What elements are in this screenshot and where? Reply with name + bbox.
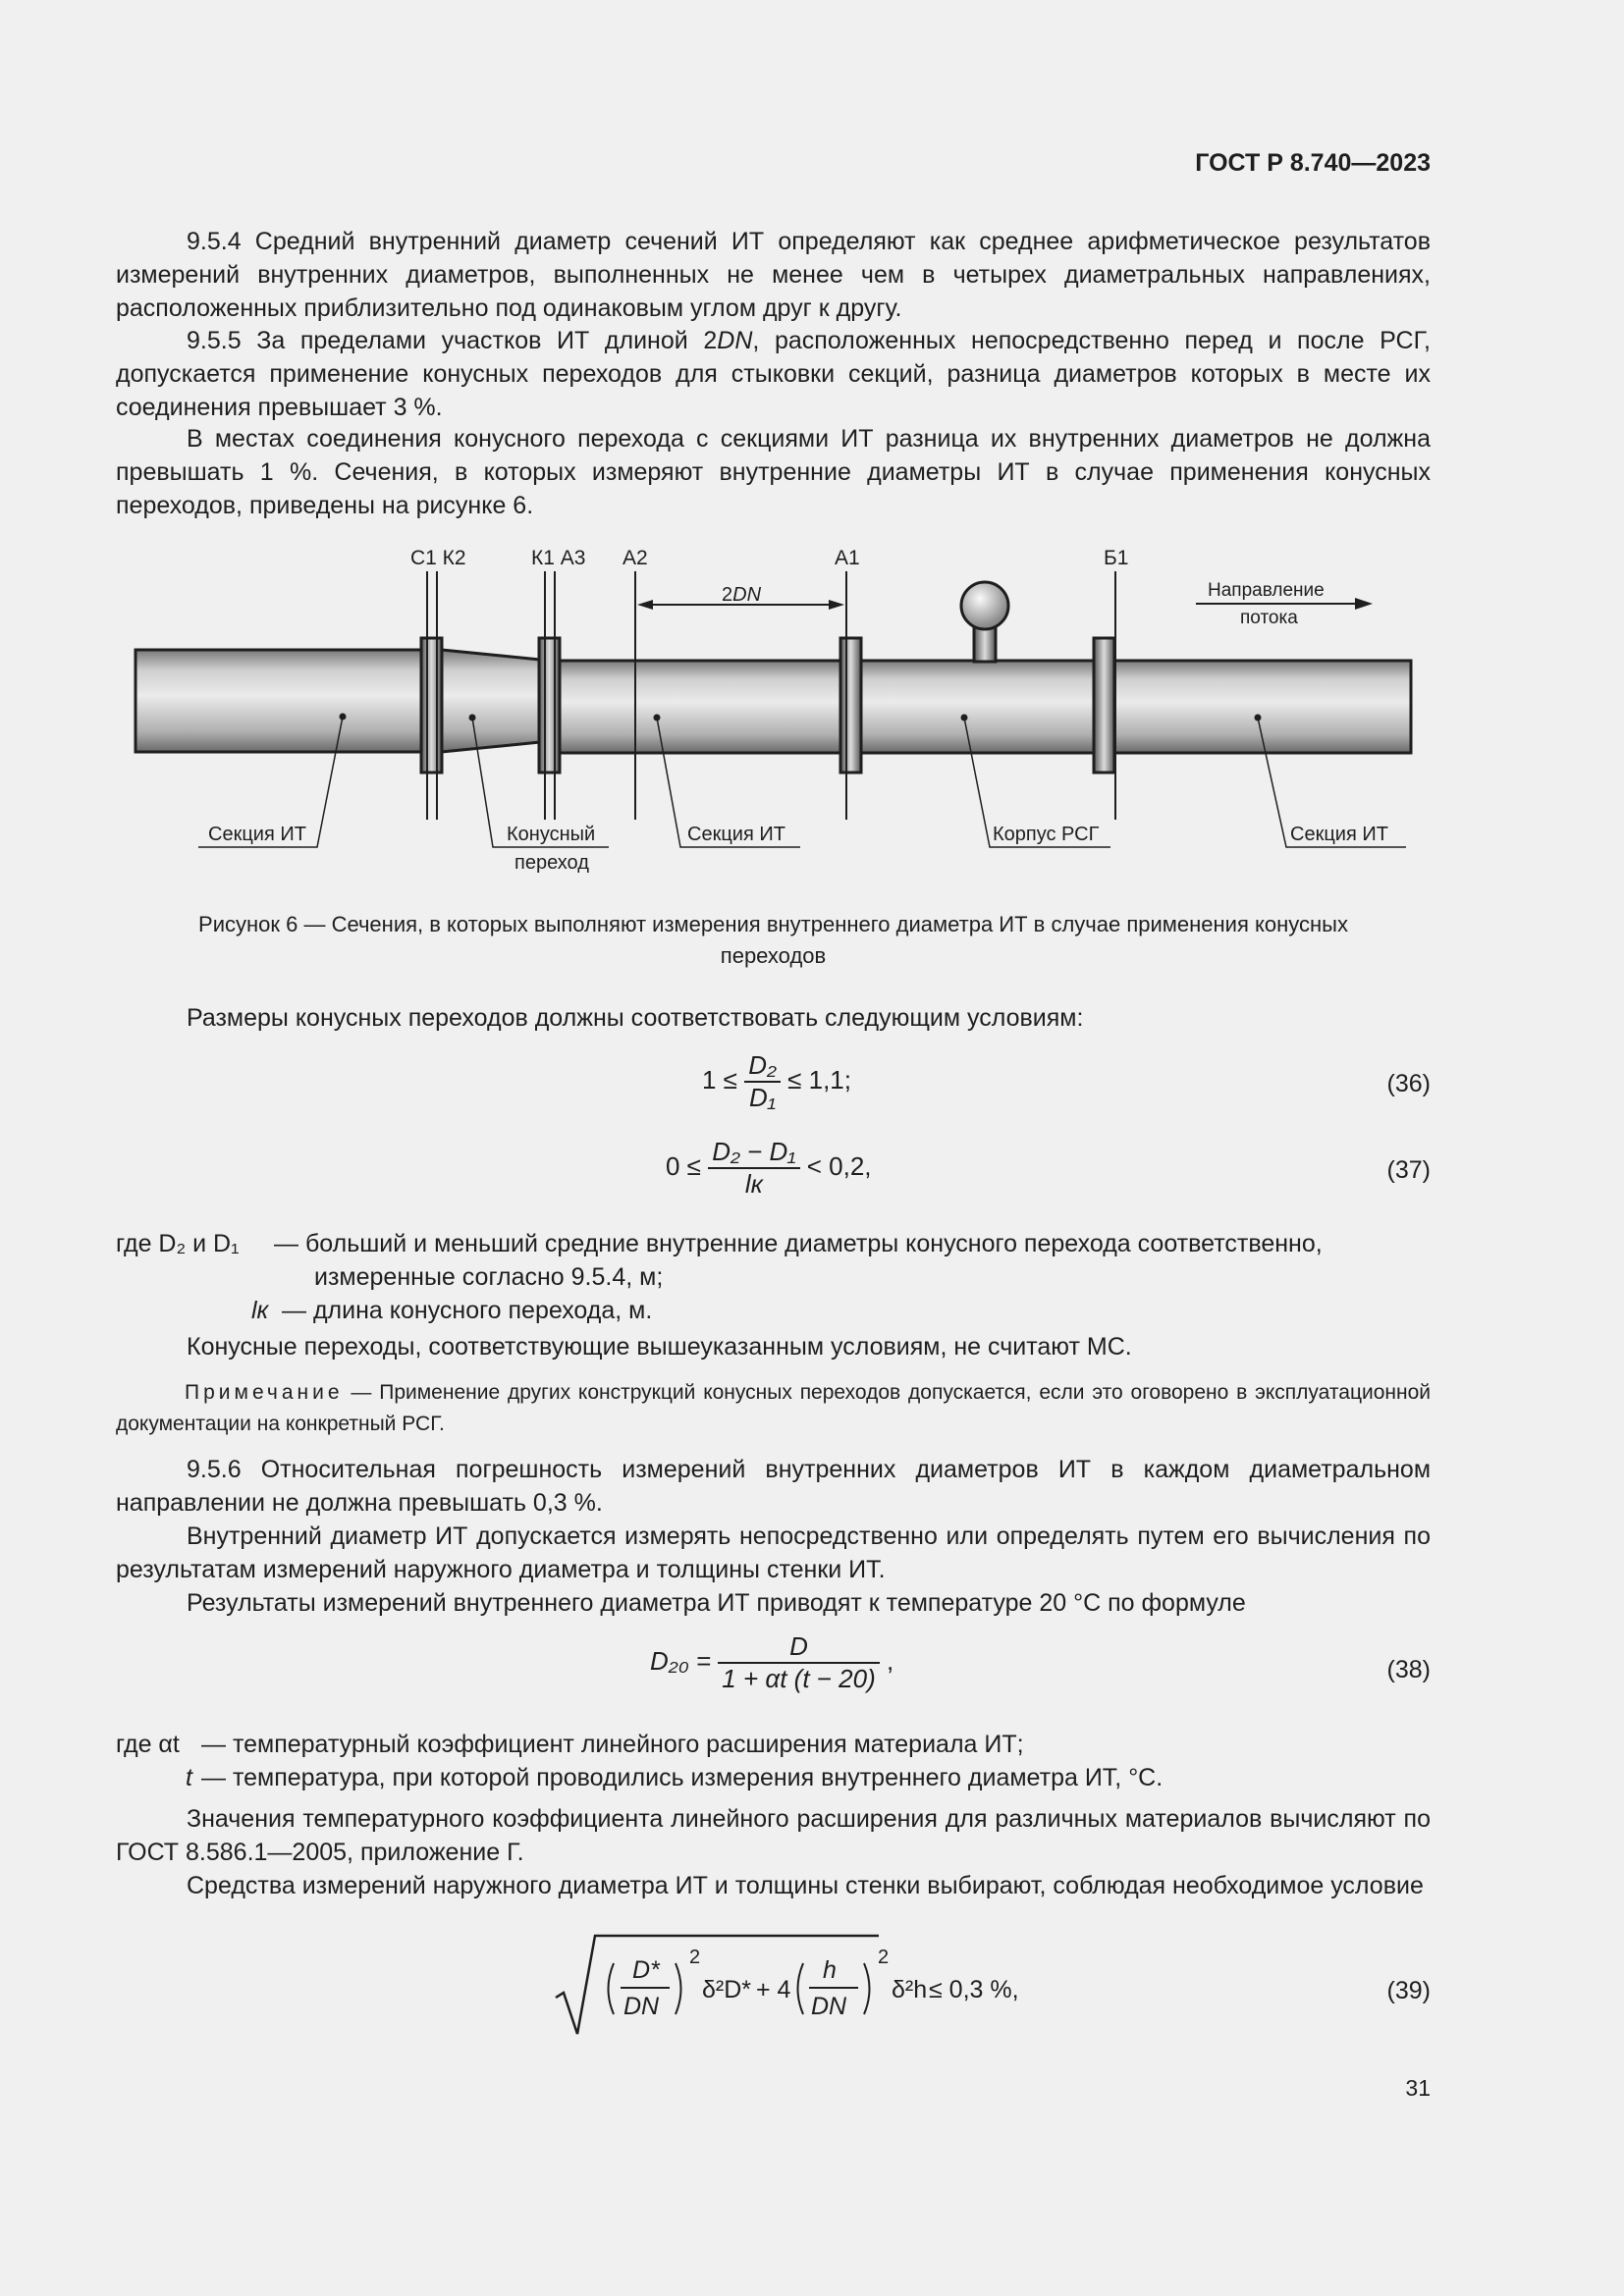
page-number: 31 xyxy=(1405,2075,1431,2101)
equation-number-38: (38) xyxy=(1386,1656,1431,1683)
paragraph-cone-joint: В местах соединения конусного перехода с секциями ИТ разница их внутренних диаметров не должна превышать 1 %. Сечения, в которых измеряют внутренние диаметры ИТ в случае применения конусных переходов, приведены на рисунке 6. xyxy=(116,425,1431,519)
where-t-text: — температура, при которой проводились измерения внутреннего диаметра ИТ, °С. xyxy=(201,1764,1164,1791)
paragraph-inner-diameter: Внутренний диаметр ИТ допускается измерять непосредственно или определять путем его вычисления по результатам измерений наружного диаметра и толщины стенки ИТ. xyxy=(116,1522,1431,1583)
paragraph-9-5-6: 9.5.6 Относительная погрешность измерений внутренних диаметров ИТ в каждом диаметральном направлении не должна превышать 0,3 %. xyxy=(116,1456,1431,1517)
where-l-label xyxy=(251,1294,268,1327)
where-d-label: где D₂ и D₁ xyxy=(116,1230,240,1257)
where-d-text: — больший и меньший средние внутренние диаметры конусного перехода соответственно, xyxy=(274,1230,1323,1257)
svg-text:2: 2 xyxy=(878,1947,890,1968)
note-text: — Применение других конструкций конусных переходов допускается, если это оговорено в эксплуатационной документации на конкретный РСГ. xyxy=(116,1381,1431,1435)
label-a1: А1 xyxy=(835,547,860,569)
where-a-label: где αt xyxy=(116,1731,180,1758)
eq38-den: 1 + αt (t − 20) xyxy=(722,1664,876,1693)
where-t-label xyxy=(186,1761,192,1794)
eq37-right: < 0,2, xyxy=(806,1150,872,1181)
svg-text:2: 2 xyxy=(689,1947,701,1968)
where-d-text-2: измеренные согласно 9.5.4, м; xyxy=(314,1263,664,1291)
equation-37 xyxy=(666,1137,872,1200)
paragraph-9-5-5 xyxy=(116,324,1431,424)
equation-number-36: (36) xyxy=(1386,1070,1431,1097)
label-k1a3: К1 А3 xyxy=(531,547,586,569)
eq37-den: lк xyxy=(744,1169,763,1199)
label-direction-1: Направление xyxy=(1208,580,1325,601)
eq37-fraction xyxy=(708,1137,799,1200)
eq36-right: ≤ 1,1; xyxy=(787,1064,851,1095)
eq39-h-den: DN xyxy=(811,1993,847,2020)
label-b1: Б1 xyxy=(1104,547,1129,569)
paragraph-9-5-5-part-a: 9.5.5 За пределами участков ИТ длиной 2 xyxy=(187,327,718,354)
flange-3 xyxy=(840,638,861,773)
pipe-section-main xyxy=(560,661,1411,753)
figure-caption-line-1: Рисунок 6 — Сечения, в которых выполняют измерения внутреннего диаметра ИТ в случае применения конусных xyxy=(198,912,1348,936)
label-section-it-1: Секция ИТ xyxy=(208,824,306,845)
eq38-fraction xyxy=(718,1631,879,1694)
eq36-den: D₁ xyxy=(749,1083,777,1112)
dim-2dn: 2DN xyxy=(722,584,762,606)
flange-2 xyxy=(539,638,560,773)
eq39-d-den: DN xyxy=(623,1993,660,2020)
label-a2: А2 xyxy=(623,547,648,569)
eq38-right: , xyxy=(887,1645,894,1676)
eq39-delta-d: δ²D* xyxy=(702,1976,752,2003)
paragraph-means: Средства измерений наружного диаметра ИТ и толщины стенки выбирают, соблюдая необходимое условие xyxy=(187,1872,1424,1899)
eq36-num: D₂ xyxy=(744,1050,781,1083)
note-label: Примечание xyxy=(185,1381,344,1404)
note xyxy=(116,1377,1431,1440)
label-section-it-3: Секция ИТ xyxy=(1290,824,1388,845)
eq38-left: D₂₀ = xyxy=(650,1645,712,1676)
label-cone-1: Конусный xyxy=(507,824,596,845)
eq37-left: 0 ≤ xyxy=(666,1150,701,1181)
paragraph-cones: Конусные переходы, соответствующие вышеуказанным условиям, не считают МС. xyxy=(187,1333,1132,1361)
where-t-symbol: t xyxy=(186,1764,192,1791)
equation-39 xyxy=(550,1924,1021,2042)
paragraph-9-5-4: 9.5.4 Средний внутренний диаметр сечений ИТ определяют как среднее арифметическое результатов измерений внутренних диаметров, выполненных не менее чем в четырех диаметральных направлениях, расположенных приблизительно под одинаковым углом друг к другу. xyxy=(116,228,1431,322)
flange-1 xyxy=(421,638,442,773)
label-section-it-2: Секция ИТ xyxy=(687,824,785,845)
equation-number-39: (39) xyxy=(1386,1977,1431,2004)
eq39-plus: + 4 xyxy=(756,1976,791,2003)
document-header: ГОСТ Р 8.740—2023 xyxy=(1195,149,1431,177)
flange-4 xyxy=(1094,638,1114,773)
paragraph-values: Значения температурного коэффициента линейного расширения для различных материалов вычисляют по ГОСТ 8.586.1—2005, приложение Г. xyxy=(116,1805,1431,1866)
where-l-symbol: lк xyxy=(251,1297,269,1324)
paragraph-9-5-5-part-b: , расположенных непосредственно перед и после РСГ, допускается применение конусных переходов для стыковки секций, разница диаметров которых в месте их соединения превышает 3 %. xyxy=(116,327,1431,421)
eq39-delta-h: δ²h xyxy=(892,1976,928,2003)
paragraph-9-5-5-dn: DN xyxy=(717,327,753,354)
where-l-text: — длина конусного перехода, м. xyxy=(282,1297,653,1324)
label-c1k2: С1 К2 xyxy=(410,547,466,569)
eq37-num: D₂ − D₁ xyxy=(708,1137,799,1169)
rsg-ball xyxy=(961,582,1008,629)
equation-36 xyxy=(702,1050,851,1113)
eq36-left: 1 ≤ xyxy=(702,1064,737,1095)
figure-6-pipe-diagram xyxy=(0,530,1624,893)
eq39-right: ≤ 0,3 %, xyxy=(929,1976,1019,2003)
eq39-h-num: h xyxy=(823,1956,837,1984)
figure-caption xyxy=(116,909,1431,972)
pipe-section-large xyxy=(135,650,422,752)
cone-transition xyxy=(442,650,550,752)
label-cone-2: переход xyxy=(514,852,589,874)
equation-38 xyxy=(650,1631,893,1694)
where-a-text: — температурный коэффициент линейного расширения материала ИТ; xyxy=(201,1731,1024,1758)
label-body-rsg: Корпус РСГ xyxy=(993,824,1100,845)
paragraph-sizes: Размеры конусных переходов должны соответствовать следующим условиям: xyxy=(187,1004,1084,1032)
equation-number-37: (37) xyxy=(1386,1156,1431,1184)
eq38-num: D xyxy=(718,1631,879,1664)
paragraph-results: Результаты измерений внутреннего диаметра ИТ приводят к температуре 20 °С по формуле xyxy=(187,1589,1246,1617)
figure-caption-line-2: переходов xyxy=(720,943,827,968)
eq36-fraction xyxy=(744,1050,781,1113)
label-direction-2: потока xyxy=(1240,608,1298,628)
eq39-d-num: D* xyxy=(632,1956,660,1984)
